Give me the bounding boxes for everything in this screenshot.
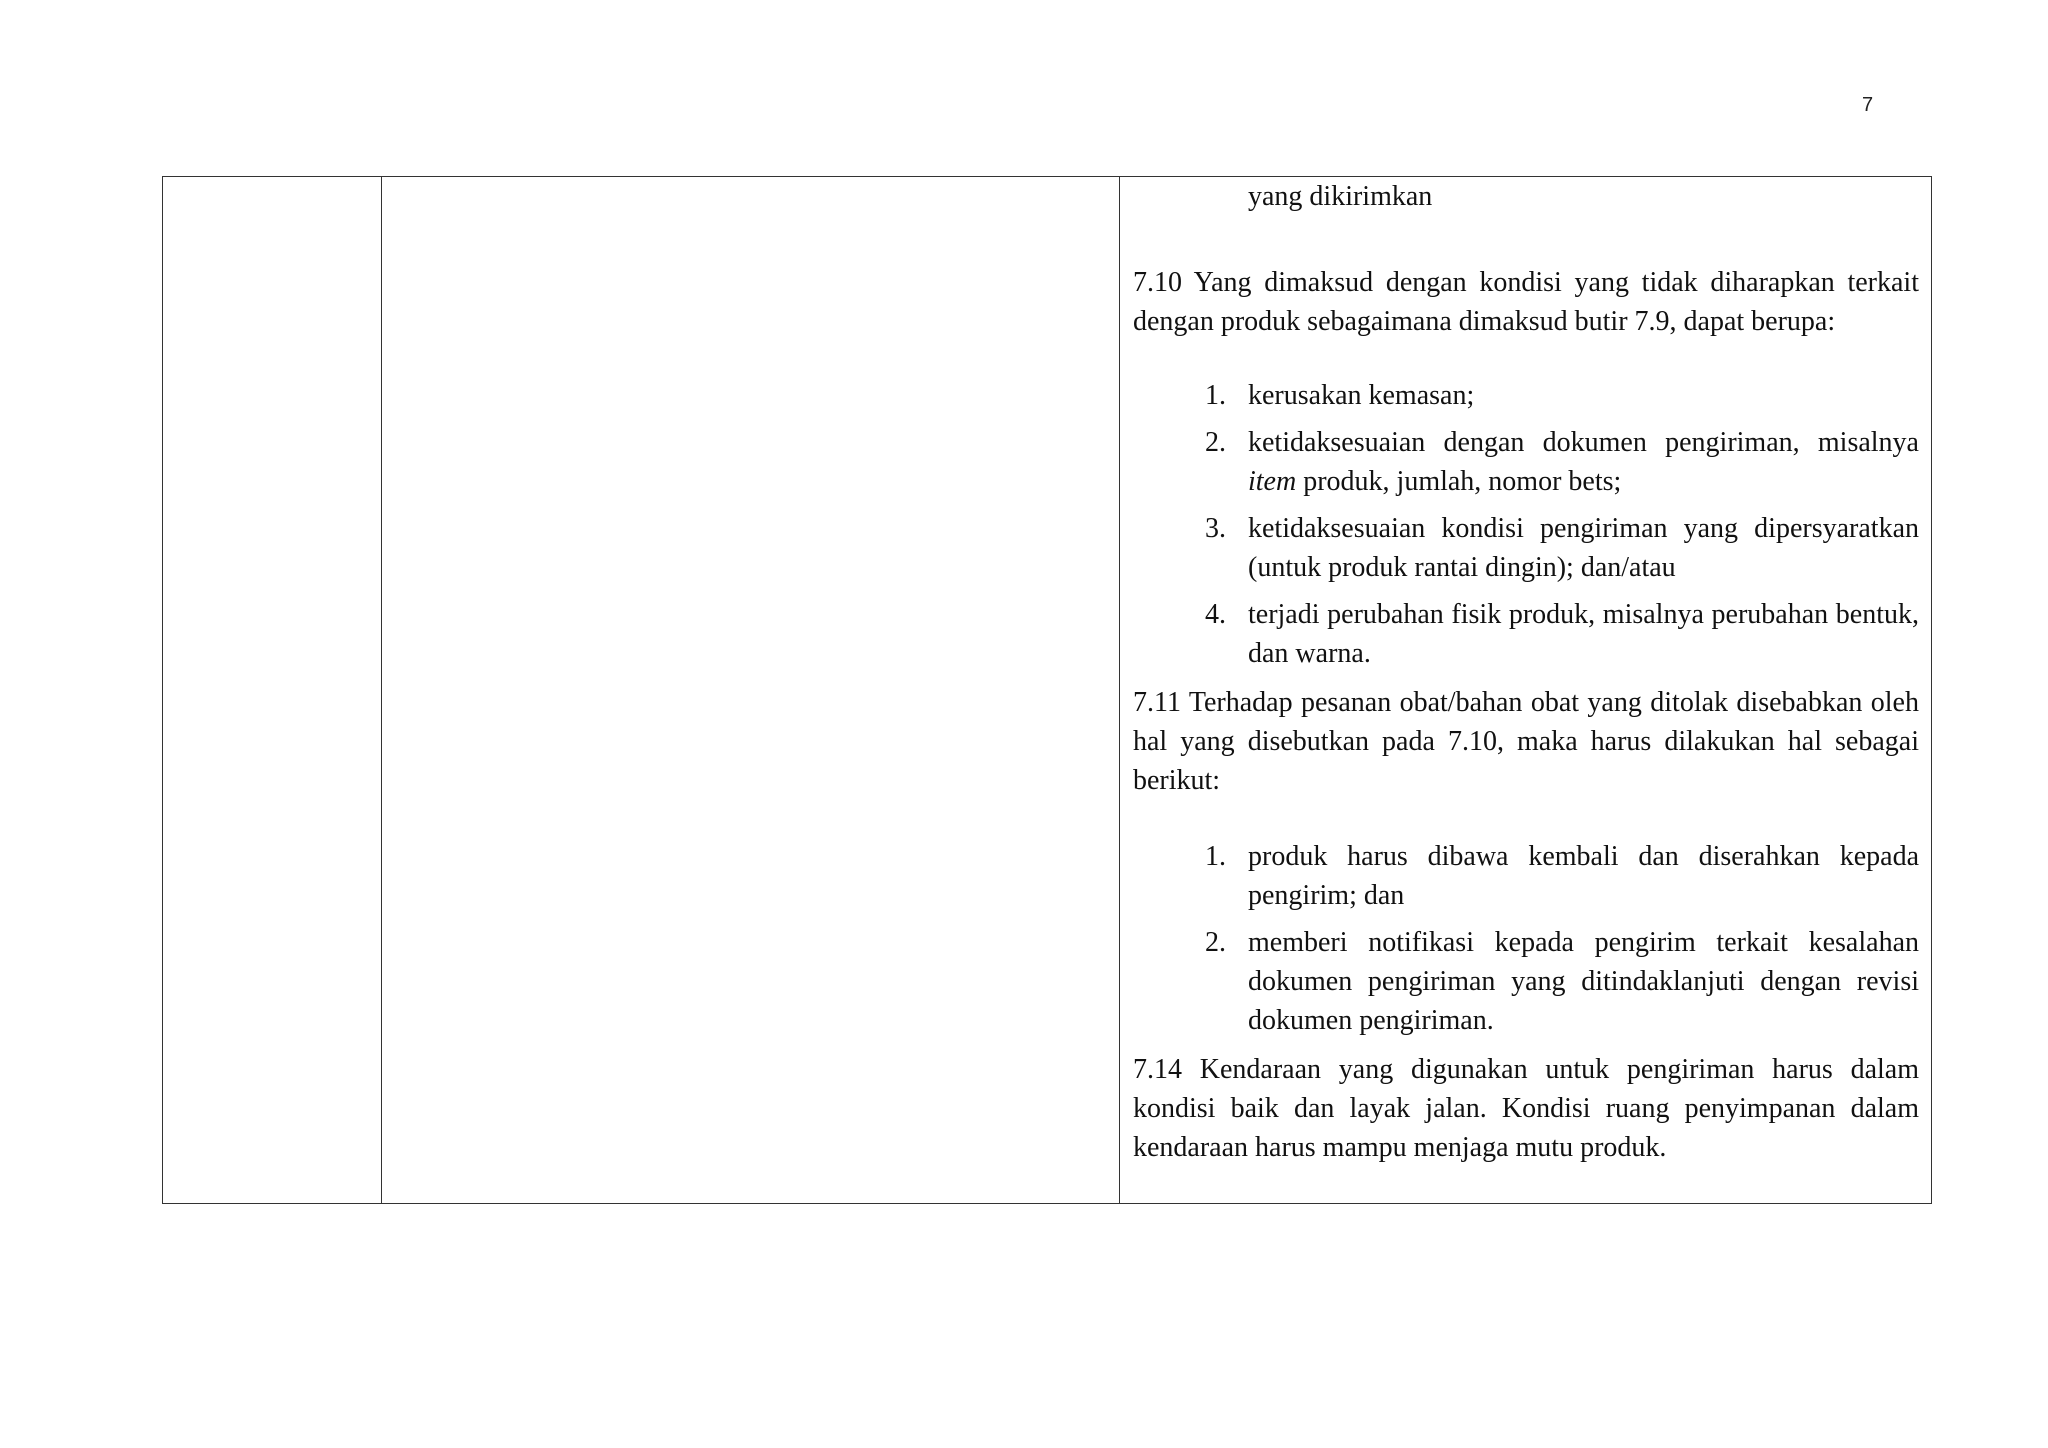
list-item — [1133, 837, 1919, 915]
list-number: 1. — [1205, 380, 1226, 411]
list-item — [1133, 423, 1919, 501]
column-divider-1 — [381, 177, 382, 1203]
continuation-text: yang dikirimkan — [1248, 181, 1433, 212]
list-item-text: terjadi perubahan fisik produk, misalnya perubahan bentuk, dan warna. — [1248, 599, 1919, 669]
regulation-table — [162, 176, 1932, 1204]
list-item-text: produk harus dibawa kembali dan diserahkan kepada pengirim; dan — [1248, 841, 1919, 911]
list-number: 1. — [1205, 841, 1226, 872]
paragraph-7-10: 7.10 Yang dimaksud dengan kondisi yang tidak diharapkan terkait dengan produk sebagaimana dimaksud butir 7.9, dapat berupa: — [1133, 267, 1919, 337]
list-item-text: memberi notifikasi kepada pengirim terkait kesalahan dokumen pengiriman yang ditindaklanjuti dengan revisi dokumen pengiriman. — [1248, 927, 1919, 1036]
list-number: 4. — [1205, 599, 1226, 630]
italic-term: item — [1248, 466, 1297, 497]
list-item-text: ketidaksesuaian kondisi pengiriman yang dipersyaratkan (untuk produk rantai dingin); dan/atau — [1248, 513, 1919, 583]
list-7-11 — [1133, 837, 1919, 1040]
table-cell-content — [1133, 177, 1919, 1167]
list-number: 3. — [1205, 513, 1226, 544]
list-number: 2. — [1205, 927, 1226, 958]
list-item-text: produk, jumlah, nomor bets; — [1296, 466, 1622, 497]
list-7-10 — [1133, 376, 1919, 673]
list-item — [1133, 376, 1919, 415]
list-item-text: ketidaksesuaian dengan dokumen pengiriman, misalnya — [1248, 427, 1919, 458]
column-divider-2 — [1119, 177, 1120, 1203]
list-item-text: kerusakan kemasan; — [1248, 380, 1475, 411]
list-item — [1133, 595, 1919, 673]
list-number: 2. — [1205, 427, 1226, 458]
list-item — [1133, 923, 1919, 1040]
page-number: 7 — [1862, 94, 1874, 116]
list-item — [1133, 509, 1919, 587]
paragraph-7-14: 7.14 Kendaraan yang digunakan untuk pengiriman harus dalam kondisi baik dan layak jalan. Kondisi ruang penyimpanan dalam kendaraan harus mampu menjaga mutu produk. — [1133, 1054, 1919, 1163]
paragraph-7-11: 7.11 Terhadap pesanan obat/bahan obat yang ditolak disebabkan oleh hal yang disebutkan pada 7.10, maka harus dilakukan hal sebagai berikut: — [1133, 687, 1919, 796]
